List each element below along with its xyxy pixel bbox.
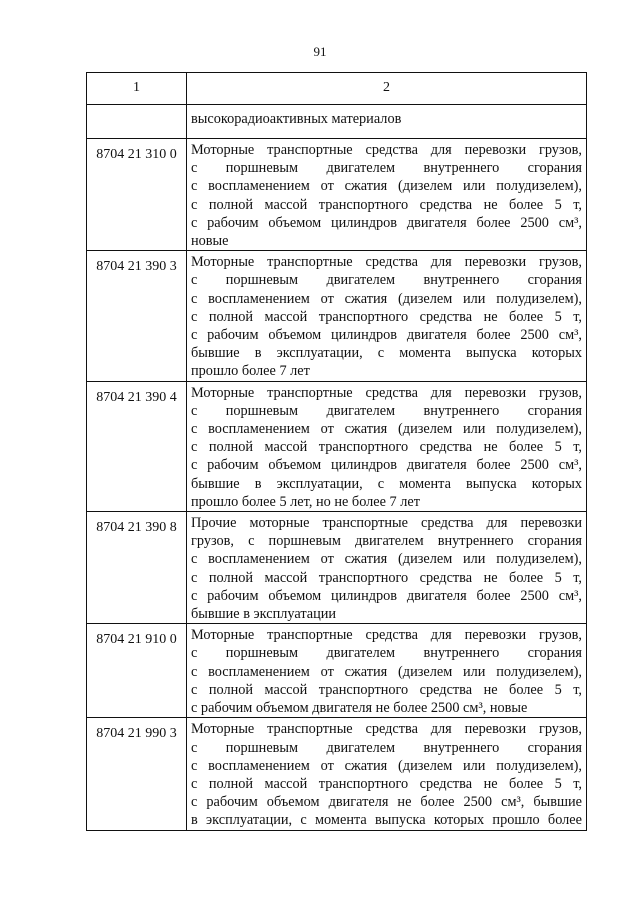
table-row xyxy=(87,381,587,511)
description-line: Моторные транспортные средства для перевозки грузов, xyxy=(191,254,582,271)
goods-description xyxy=(187,624,587,718)
table-row xyxy=(87,251,587,381)
tnved-code: 8704 21 910 0 xyxy=(87,624,187,718)
description-line: с рабочим объемом двигателя не более 2500 см³, бывшие xyxy=(191,794,582,811)
description-line: с рабочим объемом двигателя не более 2500 см³, новые xyxy=(191,700,528,717)
table-row xyxy=(87,512,587,624)
goods-description xyxy=(187,251,587,381)
description-line: с поршневым двигателем внутреннего сгорания xyxy=(191,645,582,662)
description-line: прошло более 5 лет, но не более 7 лет xyxy=(191,493,421,510)
description-line: с поршневым двигателем внутреннего сгорания xyxy=(191,739,582,756)
tariff-table xyxy=(86,72,587,831)
description-line: с рабочим объемом цилиндров двигателя более 2500 см³, xyxy=(191,214,582,231)
description-line: с полной массой транспортного средства не более 5 т, xyxy=(191,569,582,586)
column-header-2: 2 xyxy=(187,73,587,105)
continuation-text: высокорадиоактивных материалов xyxy=(187,105,587,139)
goods-description xyxy=(187,512,587,624)
description-line: грузов, с поршневым двигателем внутреннего сгорания xyxy=(191,533,582,550)
description-line: прошло более 7 лет xyxy=(191,363,310,380)
description-line: с поршневым двигателем внутреннего сгорания xyxy=(191,272,582,289)
description-line: с полной массой транспортного средства не более 5 т, xyxy=(191,308,582,325)
description-line: бывшие в эксплуатации, с момента выпуска которых xyxy=(191,475,582,492)
description-line: с воспламенением от сжатия (дизелем или полудизелем), xyxy=(191,290,582,307)
description-line: новые xyxy=(191,233,229,250)
tnved-code: 8704 21 310 0 xyxy=(87,139,187,251)
description-line: с рабочим объемом цилиндров двигателя более 2500 см³, xyxy=(191,587,582,604)
description-line: с рабочим объемом цилиндров двигателя более 2500 см³, xyxy=(191,327,582,344)
description-line: с поршневым двигателем внутреннего сгорания xyxy=(191,160,582,177)
description-line: Моторные транспортные средства для перевозки грузов, xyxy=(191,721,582,738)
table-row xyxy=(87,139,587,251)
description-line: бывшие в эксплуатации, с момента выпуска которых xyxy=(191,345,582,362)
description-line: Прочие моторные транспортные средства для перевозки xyxy=(191,515,582,532)
goods-description xyxy=(187,718,587,830)
table-row xyxy=(87,624,587,718)
goods-description xyxy=(187,139,587,251)
description-line: с воспламенением от сжатия (дизелем или полудизелем), xyxy=(191,663,582,680)
description-line: с полной массой транспортного средства не более 5 т, xyxy=(191,196,582,213)
description-line: бывшие в эксплуатации xyxy=(191,606,337,623)
description-line: с воспламенением от сжатия (дизелем или полудизелем), xyxy=(191,757,582,774)
description-line: Моторные транспортные средства для перевозки грузов, xyxy=(191,627,582,644)
description-line: с полной массой транспортного средства не более 5 т, xyxy=(191,681,582,698)
column-header-1: 1 xyxy=(87,73,187,105)
description-line: в эксплуатации, с момента выпуска которых прошло более xyxy=(191,812,582,829)
description-line: с воспламенением от сжатия (дизелем или полудизелем), xyxy=(191,178,582,195)
page-number: 91 xyxy=(313,44,327,59)
table-row xyxy=(87,718,587,830)
tnved-code: 8704 21 390 3 xyxy=(87,251,187,381)
description-line: Моторные транспортные средства для перевозки грузов, xyxy=(191,384,582,401)
goods-description xyxy=(187,381,587,511)
tnved-code: 8704 21 990 3 xyxy=(87,718,187,830)
tnved-code: 8704 21 390 4 xyxy=(87,381,187,511)
description-line: с полной массой транспортного средства не более 5 т, xyxy=(191,439,582,456)
description-line: с воспламенением от сжатия (дизелем или полудизелем), xyxy=(191,551,582,568)
code-cell-empty xyxy=(87,105,187,139)
description-line: Моторные транспортные средства для перевозки грузов, xyxy=(191,142,582,158)
continuation-row xyxy=(87,105,587,139)
description-line: с воспламенением от сжатия (дизелем или полудизелем), xyxy=(191,421,582,438)
table-header-row xyxy=(87,73,587,105)
description-line: с рабочим объемом цилиндров двигателя более 2500 см³, xyxy=(191,457,582,474)
description-line: с полной массой транспортного средства не более 5 т, xyxy=(191,775,582,792)
description-line: с поршневым двигателем внутреннего сгорания xyxy=(191,402,582,419)
tnved-code: 8704 21 390 8 xyxy=(87,512,187,624)
